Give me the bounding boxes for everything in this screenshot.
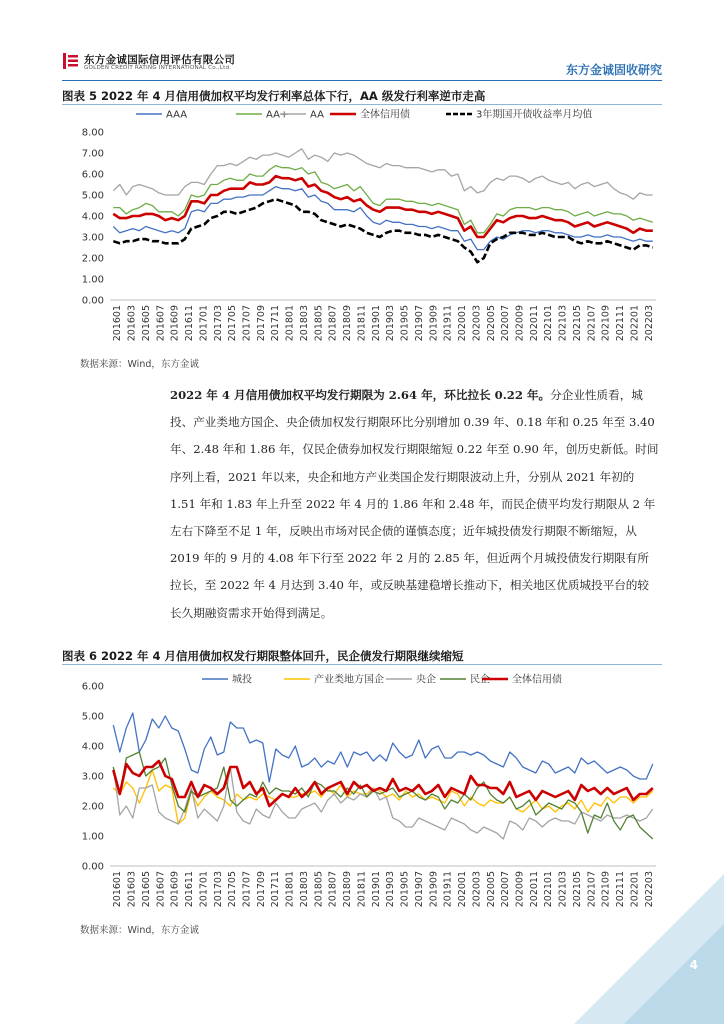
- x-tick-label: 202111: [615, 871, 627, 908]
- y-tick-label: 1.00: [81, 274, 104, 286]
- company-name-english: GOLDEN CREDIT RATING INTERNATIONAL Co.,Ltd.: [84, 65, 232, 71]
- y-tick-label: 6.00: [81, 169, 104, 181]
- x-tick-label: 201803: [298, 305, 310, 342]
- x-tick-label: 202009: [514, 871, 526, 908]
- x-tick-label: 202001: [457, 871, 469, 908]
- x-tick-label: 201801: [284, 305, 296, 342]
- x-tick-label: 201703: [212, 305, 224, 342]
- x-tick-label: 201905: [399, 305, 411, 342]
- x-tick-label: 202201: [629, 305, 641, 342]
- x-tick-label: 201903: [385, 871, 397, 908]
- legend-label: 央企: [416, 674, 436, 686]
- legend-label: AAA: [166, 109, 188, 121]
- x-tick-label: 201809: [342, 871, 354, 908]
- x-tick-label: 201809: [342, 305, 354, 342]
- figure5-source: 数据来源：Wind，东方金诚: [80, 359, 199, 370]
- x-tick-label: 202203: [643, 305, 655, 342]
- x-tick-label: 202009: [514, 305, 526, 342]
- x-tick-label: 202007: [500, 871, 512, 908]
- x-tick-label: 201611: [184, 871, 196, 908]
- legend-label: AA+: [266, 109, 289, 121]
- page-number: 4: [689, 958, 698, 972]
- x-tick-label: 202101: [543, 305, 555, 342]
- x-tick-label: 201811: [356, 305, 368, 342]
- x-tick-label: 201909: [428, 305, 440, 342]
- x-tick-label: 201601: [112, 871, 124, 908]
- x-tick-label: 202109: [600, 871, 612, 908]
- legend-label: AA: [310, 109, 324, 121]
- x-tick-label: 202103: [557, 305, 569, 342]
- x-tick-label: 201601: [112, 305, 124, 342]
- paragraph-lead: 2022 年 4 月信用债加权平均发行期限为 2.64 年，环比拉长 0.22 年。: [170, 388, 551, 402]
- paragraph-body: 分企业性质看，城投、产业类地方国企、央企债加权发行期限环比分别增加 0.39 年、0.18 年和 0.25 年至 3.40 年、2.48 年和 1.86 年，仅民企债券加权发行期限缩短 0.22 年至 0.90 年，创历史新低。时间序列上看，2021 年以来，央企和地方产业类国企发行期限波动上升，分别从 2021 年初的 1.51 年和 1.83 年上升至 2022 年 4 月的 1.86 年和 2.48 年，而民企债平均发行期限从 2 年左右下降至不足 1 年，反映出市场对民企债的谨慎态度；近年城投债发行期限不断缩短，从 2019 年的 9 月的 4.08 年下行至 2022 年 2 月的 2.85 年，但近两个月城投债发行期限有所拉长，至 2022 年 4 月达到 3.40 年，或反映基建稳增长推动下，相关地区优质城投平台的较长久期融资需求开始得到满足。: [170, 388, 659, 620]
- x-tick-label: 202111: [615, 305, 627, 342]
- y-tick-label: 5.00: [81, 190, 104, 202]
- x-tick-label: 201909: [428, 871, 440, 908]
- y-tick-label: 0.00: [81, 861, 104, 873]
- figure6-divider: [62, 664, 662, 665]
- x-tick-label: 201807: [327, 305, 339, 342]
- x-tick-label: 201603: [126, 871, 138, 908]
- x-tick-label: 201701: [198, 305, 210, 342]
- y-tick-label: 4.00: [81, 741, 104, 753]
- y-tick-label: 7.00: [81, 148, 104, 160]
- x-tick-label: 202007: [500, 305, 512, 342]
- x-tick-label: 201605: [140, 305, 152, 342]
- y-tick-label: 2.00: [81, 801, 104, 813]
- y-tick-label: 8.00: [81, 127, 104, 139]
- x-tick-label: 201707: [241, 871, 253, 908]
- x-tick-label: 201607: [155, 305, 167, 342]
- y-tick-label: 3.00: [81, 771, 104, 783]
- figure6-title: 图表 6 2022 年 4 月信用债加权发行期限整体回升，民企债发行期限继续缩短: [62, 649, 464, 663]
- x-tick-label: 201609: [169, 305, 181, 342]
- x-tick-label: 201605: [140, 871, 152, 908]
- legend-label: 城投: [232, 674, 252, 686]
- x-tick-label: 201901: [370, 871, 382, 908]
- x-tick-label: 201709: [255, 305, 267, 342]
- x-tick-label: 202003: [471, 305, 483, 342]
- x-tick-label: 202011: [528, 871, 540, 908]
- x-tick-label: 202107: [586, 871, 598, 908]
- x-tick-label: 201903: [385, 305, 397, 342]
- x-tick-label: 202109: [600, 305, 612, 342]
- x-tick-label: 201911: [442, 871, 454, 908]
- x-tick-label: 202005: [485, 305, 497, 342]
- x-tick-label: 202001: [457, 305, 469, 342]
- x-tick-label: 202201: [629, 871, 641, 908]
- legend-label: 全体信用债: [360, 109, 410, 121]
- figure5-chart: [62, 106, 662, 352]
- figure6-source: 数据来源：Wind，东方金诚: [80, 925, 199, 936]
- y-tick-label: 4.00: [81, 211, 104, 223]
- x-tick-label: 201907: [413, 305, 425, 342]
- x-tick-label: 202103: [557, 871, 569, 908]
- x-tick-label: 201907: [413, 871, 425, 908]
- x-tick-label: 202105: [571, 871, 583, 908]
- y-tick-label: 3.00: [81, 232, 104, 244]
- legend-label: 3年期国开债收益率月均值: [476, 109, 593, 121]
- x-tick-label: 201609: [169, 871, 181, 908]
- x-tick-label: 201607: [155, 871, 167, 908]
- series-line-2: [113, 149, 653, 199]
- brand-title: 东方金诚固收研究: [565, 63, 662, 77]
- x-tick-label: 201711: [270, 305, 282, 342]
- x-tick-label: 201803: [298, 871, 310, 908]
- figure6-chart: [62, 668, 662, 916]
- x-tick-label: 201811: [356, 871, 368, 908]
- x-tick-label: 201703: [212, 871, 224, 908]
- x-tick-label: 202101: [543, 871, 555, 908]
- chart-svg-6: [62, 668, 662, 916]
- company-name: 东方金诚国际信用评估有限公司: [84, 54, 236, 66]
- x-tick-label: 202003: [471, 871, 483, 908]
- legend-label: 民企: [470, 674, 490, 686]
- x-tick-label: 202105: [571, 305, 583, 342]
- legend-label: 全体信用债: [512, 674, 562, 686]
- x-tick-label: 201805: [313, 305, 325, 342]
- series-line-2: [113, 767, 653, 839]
- x-tick-label: 201711: [270, 871, 282, 908]
- x-tick-label: 201807: [327, 871, 339, 908]
- x-tick-label: 201611: [184, 305, 196, 342]
- company-logo-icon: [62, 52, 80, 70]
- y-tick-label: 6.00: [81, 681, 104, 693]
- x-tick-label: 201801: [284, 871, 296, 908]
- y-tick-label: 5.00: [81, 711, 104, 723]
- corner-decoration: [574, 874, 724, 1024]
- x-tick-label: 201901: [370, 305, 382, 342]
- body-paragraph: [170, 382, 660, 627]
- x-tick-label: 201905: [399, 871, 411, 908]
- header-divider: [62, 80, 662, 81]
- x-tick-label: 201705: [227, 305, 239, 342]
- figure5-divider: [62, 104, 662, 105]
- y-tick-label: 0.00: [81, 295, 104, 307]
- x-tick-label: 201705: [227, 871, 239, 908]
- figure5-title: 图表 5 2022 年 4 月信用债加权平均发行利率总体下行，AA 级发行利率逆市走高: [62, 89, 486, 103]
- x-tick-label: 202005: [485, 871, 497, 908]
- x-tick-label: 201701: [198, 871, 210, 908]
- chart-svg-5: [62, 106, 662, 352]
- series-line-0: [113, 713, 653, 782]
- y-tick-label: 2.00: [81, 253, 104, 265]
- y-tick-label: 1.00: [81, 831, 104, 843]
- x-tick-label: 201709: [255, 871, 267, 908]
- x-tick-label: 202011: [528, 305, 540, 342]
- x-tick-label: 202203: [643, 871, 655, 908]
- legend-label: 产业类地方国企: [314, 674, 384, 686]
- x-tick-label: 201911: [442, 305, 454, 342]
- x-tick-label: 201707: [241, 305, 253, 342]
- page-header: [62, 52, 662, 80]
- x-tick-label: 202107: [586, 305, 598, 342]
- x-tick-label: 201603: [126, 305, 138, 342]
- x-tick-label: 201805: [313, 871, 325, 908]
